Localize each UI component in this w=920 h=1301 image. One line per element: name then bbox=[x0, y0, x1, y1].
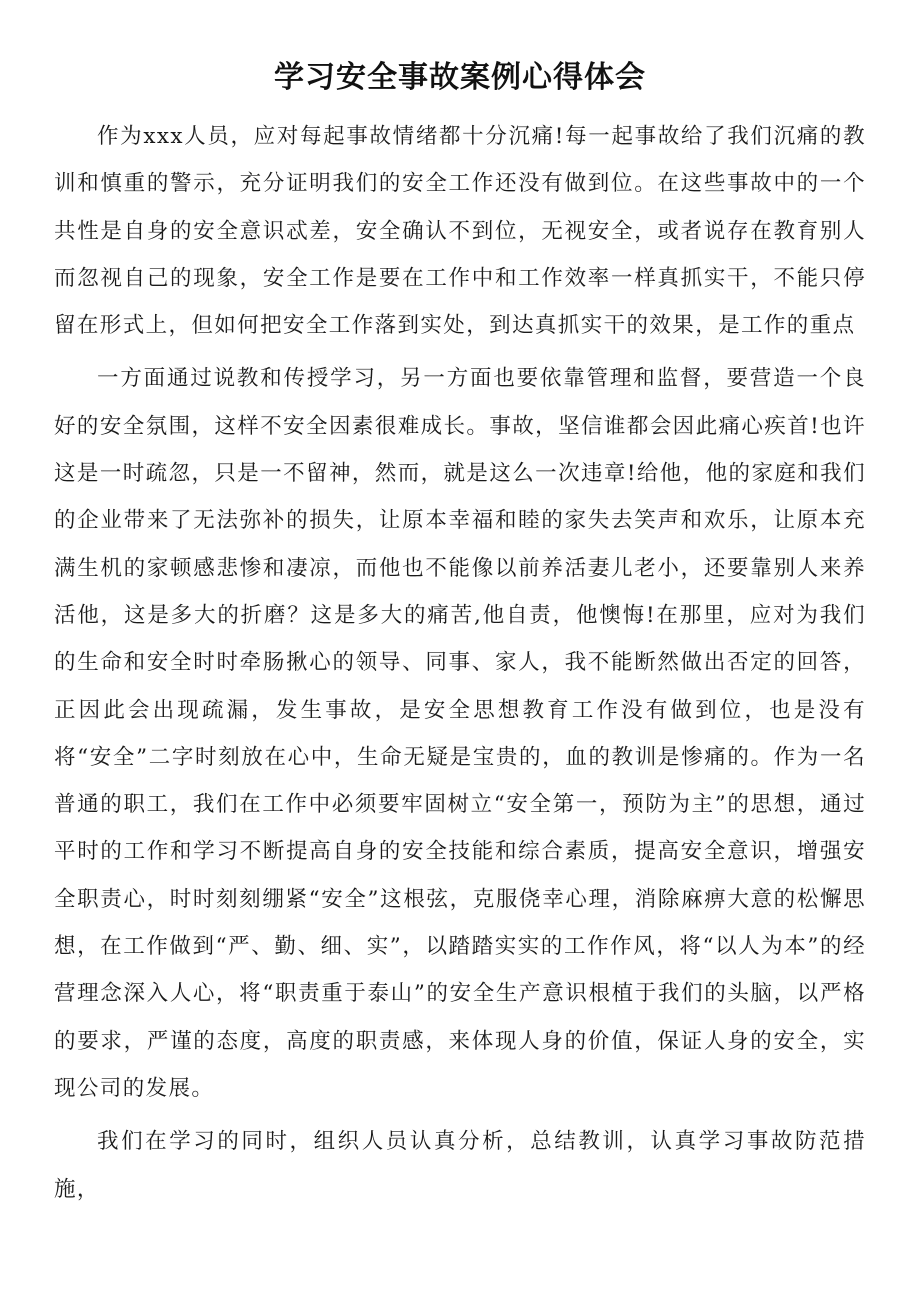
paragraph-1: 作为xxx人员，应对每起事故情绪都十分沉痛!每一起事故给了我们沉痛的教训和慎重的警示，充分证明我们的安全工作还没有做到位。在这些事故中的一个共性是自身的安全意识忒差，安全确认不到位，无视安全，或者说存在教育别人而忽视自己的现象，安全工作是要在工作中和工作效率一样真抓实干，不能只停留在形式上，但如何把安全工作落到实处，到达真抓实干的效果，是工作的重点 bbox=[54, 124, 866, 339]
document-title: 学习安全事故案例心得体会 bbox=[274, 60, 646, 95]
paragraph-3: 我们在学习的同时，组织人员认真分析，总结教训，认真学习事故防范措施， bbox=[54, 1129, 866, 1202]
paragraph-2: 一方面通过说教和传授学习，另一方面也要依靠管理和监督，要营造一个良好的安全氛围，这样不安全因素很难成长。事故，坚信谁都会因此痛心疾首!也许这是一时疏忽，只是一不留神，然而，就是这么一次违章!给他，他的家庭和我们的企业带来了无法弥补的损失，让原本幸福和睦的家失去笑声和欢乐，让原本充满生机的家顿感悲惨和凄凉，而他也不能像以前养活妻儿老小，还要靠别人来养活他，这是多大的折磨？这是多大的痛苦,他自责，他懊悔!在那里，应对为我们的生命和安全时时牵肠揪心的领导、同事、家人，我不能断然做出否定的回答，正因此会出现疏漏，发生事故，是安全思想教育工作没有做到位，也是没有将“安全”二字时刻放在心中，生命无疑是宝贵的，血的教训是惨痛的。作为一名普通的职工，我们在工作中必须要牢固树立“安全第一，预防为主”的思想，通过平时的工作和学习不断提高自身的安全技能和综合素质，提高安全意识，增强安全职责心，时时刻刻绷紧“安全”这根弦，克服侥幸心理，消除麻痹大意的松懈思想，在工作做到“严、勤、细、实”，以踏踏实实的工作作风，将“以人为本”的经营理念深入人心，将“职责重于泰山”的安全生产意识根植于我们的头脑，以严格的要求，严谨的态度，高度的职责感，来体现人身的价值，保证人身的安全，实现公司的发展。 bbox=[54, 366, 866, 1101]
document-body bbox=[54, 113, 866, 1213]
